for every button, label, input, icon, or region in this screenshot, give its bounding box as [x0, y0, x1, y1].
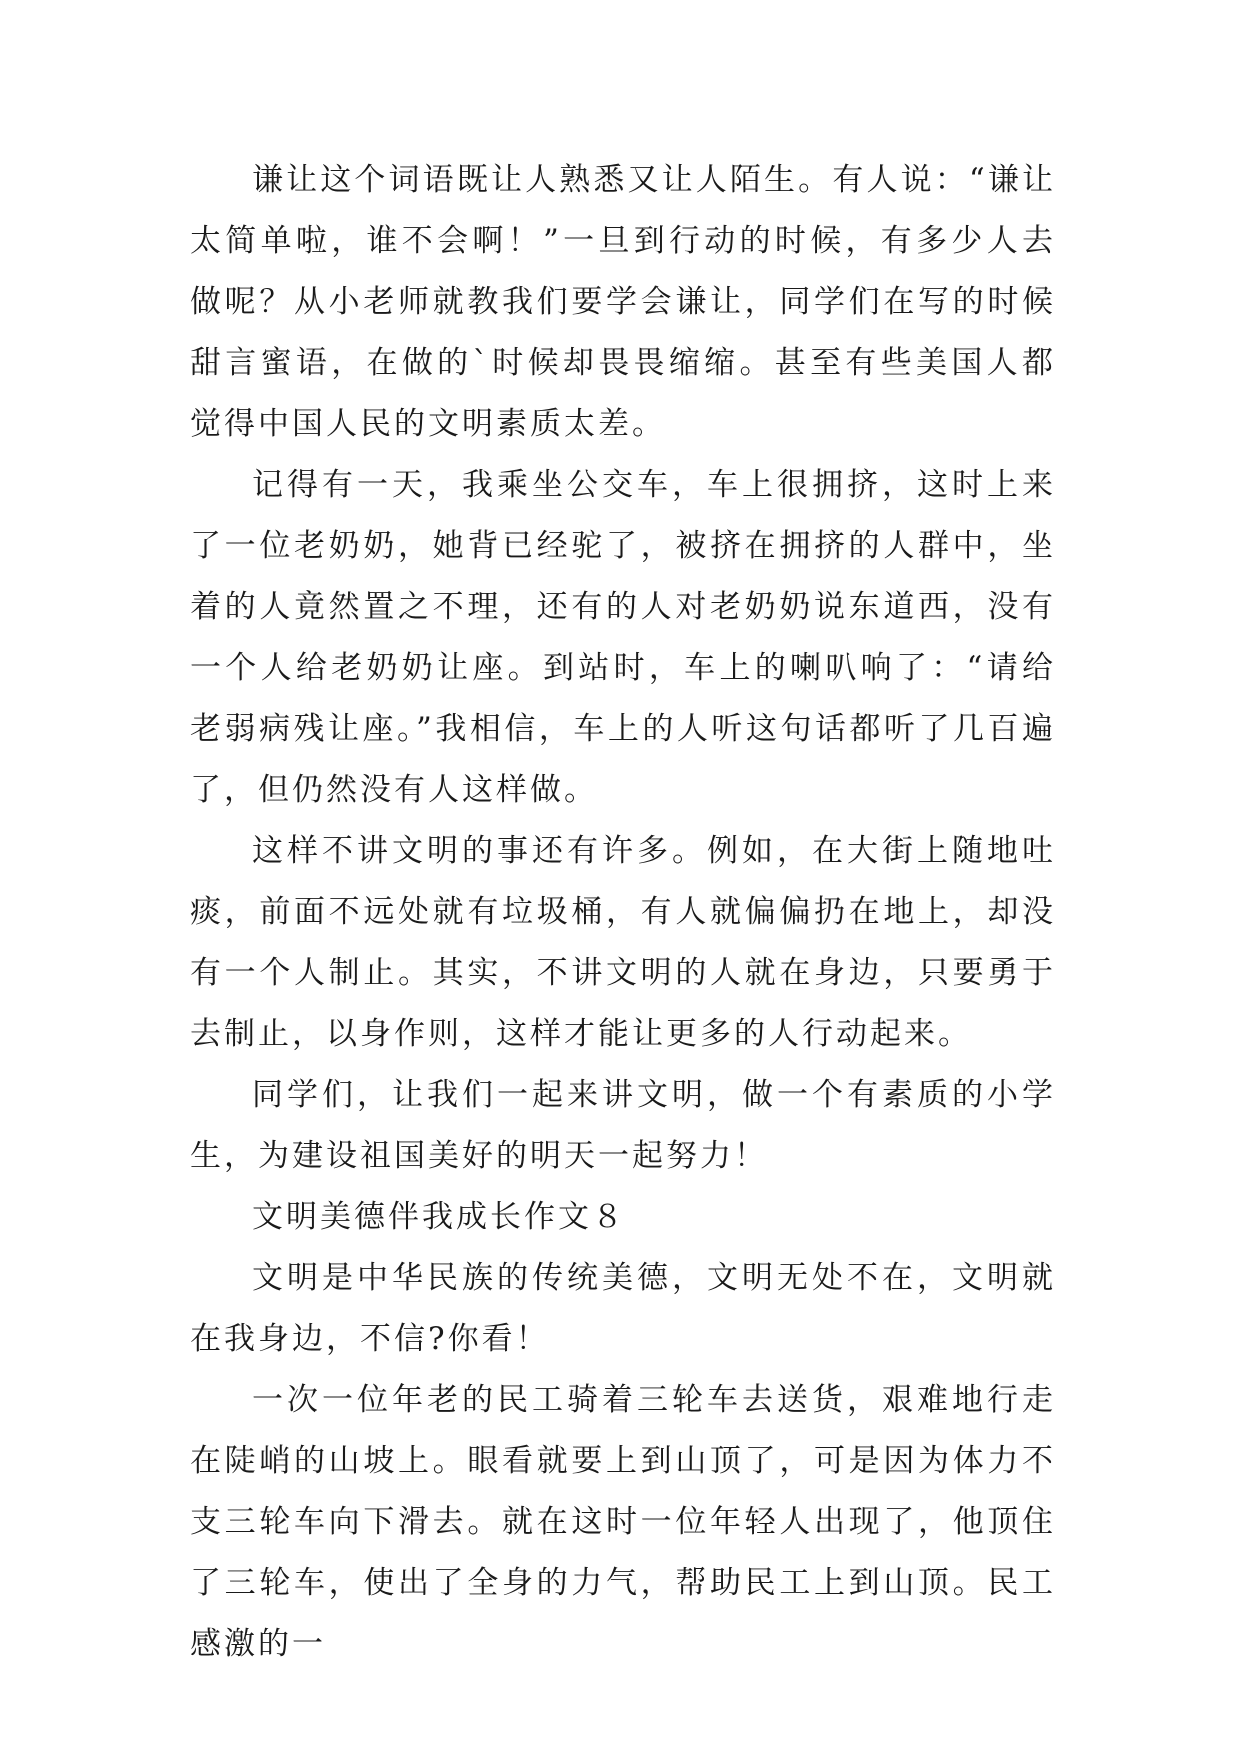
- paragraph-bus-story: 记得有一天，我乘坐公交车，车上很拥挤，这时上来了一位老奶奶，她背已经驼了，被挤在拥挤的人群中，坐着的人竟然置之不理，还有的人对老奶奶说东道西，没有一个人给老奶奶让座。到站时，车上的喇叭响了：“请给老弱病残让座。”我相信，车上的人听这句话都听了几百遍了，但仍然没有人这样做。: [190, 467, 1056, 808]
- paragraph-call-to-action: 同学们，让我们一起来讲文明，做一个有素质的小学生，为建设祖国美好的明天一起努力！: [190, 1077, 1056, 1174]
- essay-title: 文明美德伴我成长作文８: [252, 1199, 626, 1235]
- paragraph-uncivil-examples: 这样不讲文明的事还有许多。例如，在大街上随地吐痰，前面不远处就有垃圾桶，有人就偏偏扔在地上，却没有一个人制止。其实，不讲文明的人就在身边，只要勇于去制止，以身作则，这样才能让更多的人行动起来。: [190, 833, 1056, 1052]
- document-page: [190, 150, 1056, 1675]
- paragraph-civility-everywhere: 文明是中华民族的传统美德，文明无处不在，文明就在我身边，不信?你看！: [190, 1260, 1056, 1357]
- paragraph-courtesy-intro: 谦让这个词语既让人熟悉又让人陌生。有人说：“谦让太简单啦，谁不会啊！”一旦到行动的时候，有多少人去做呢？从小老师就教我们要学会谦让，同学们在写的时候甜言蜜语，在做的`时候却畏畏缩缩。甚至有些美国人都觉得中国人民的文明素质太差。: [190, 162, 1056, 442]
- paragraph-tricycle-story: 一次一位年老的民工骑着三轮车去送货，艰难地行走在陡峭的山坡上。眼看就要上到山顶了，可是因为体力不支三轮车向下滑去。就在这时一位年轻人出现了，他顶住了三轮车，使出了全身的力气，帮助民工上到山顶。民工感激的一: [190, 1382, 1056, 1662]
